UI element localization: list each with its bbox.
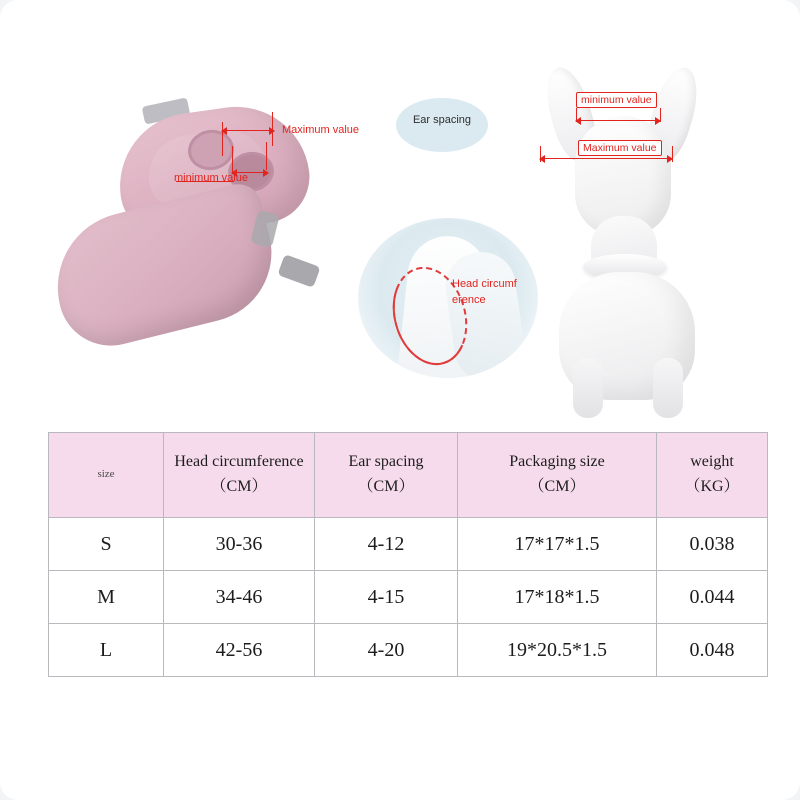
cell-weight: 0.048: [657, 624, 768, 677]
size-table: [48, 432, 768, 677]
header-ear-line1: Ear spacing: [348, 453, 424, 471]
header-pack-line2: （CM）: [528, 478, 586, 495]
cell-head-circumference: 30-36: [164, 518, 315, 571]
cell-head-circumference: 42-56: [164, 624, 315, 677]
size-table-head: [49, 433, 768, 518]
header-head-line1: Head circumference: [174, 453, 304, 471]
cell-size: L: [49, 624, 164, 677]
dog-minimum-value-label: minimum value: [576, 92, 657, 108]
table-row: [49, 518, 768, 571]
cell-weight: 0.044: [657, 571, 768, 624]
cell-size: M: [49, 571, 164, 624]
cell-ear-spacing: 4-20: [315, 624, 458, 677]
head-circumference-label-line1: Head circumf: [452, 278, 517, 290]
cell-ear-spacing: 4-15: [315, 571, 458, 624]
table-row: [49, 571, 768, 624]
header-ear-line2: （CM）: [357, 478, 415, 495]
head-circumference-closeup: [358, 218, 538, 378]
cap-max-arrow: [222, 130, 274, 131]
cap-minimum-value-label: minimum value: [174, 172, 248, 184]
header-size-line1: size: [97, 468, 115, 481]
cell-packaging-size: 17*17*1.5: [458, 518, 657, 571]
cell-packaging-size: 17*18*1.5: [458, 571, 657, 624]
dog-leg-right: [653, 358, 683, 418]
header-head-circumference: [164, 433, 315, 518]
table-header-row: [49, 433, 768, 518]
cell-head-circumference: 34-46: [164, 571, 315, 624]
cell-weight: 0.038: [657, 518, 768, 571]
dog-min-arrow: [576, 120, 660, 121]
head-circumference-label-line2: erence: [452, 294, 486, 306]
header-pack-line1: Packaging size: [509, 453, 605, 471]
cap-maximum-value-label: Maximum value: [282, 124, 360, 136]
ear-spacing-label: Ear spacing: [412, 114, 472, 126]
header-packaging-size: [458, 433, 657, 518]
header-head-line2: （CM）: [210, 478, 268, 495]
cap-min-tick-right: [266, 142, 267, 170]
header-weight: [657, 433, 768, 518]
cell-ear-spacing: 4-12: [315, 518, 458, 571]
dog-maximum-value-label: Maximum value: [578, 140, 662, 156]
dog-leg-left: [573, 358, 603, 418]
header-weight-line2: （KG）: [684, 478, 740, 495]
cap-brim: [42, 179, 286, 356]
cell-packaging-size: 19*20.5*1.5: [458, 624, 657, 677]
size-table-body: [49, 518, 768, 677]
dog-max-arrow: [540, 158, 672, 159]
cap-buckle: [277, 254, 320, 288]
header-weight-line1: weight: [690, 453, 734, 471]
header-size: [49, 433, 164, 518]
table-row: [49, 624, 768, 677]
cell-size: S: [49, 518, 164, 571]
header-ear-spacing: [315, 433, 458, 518]
